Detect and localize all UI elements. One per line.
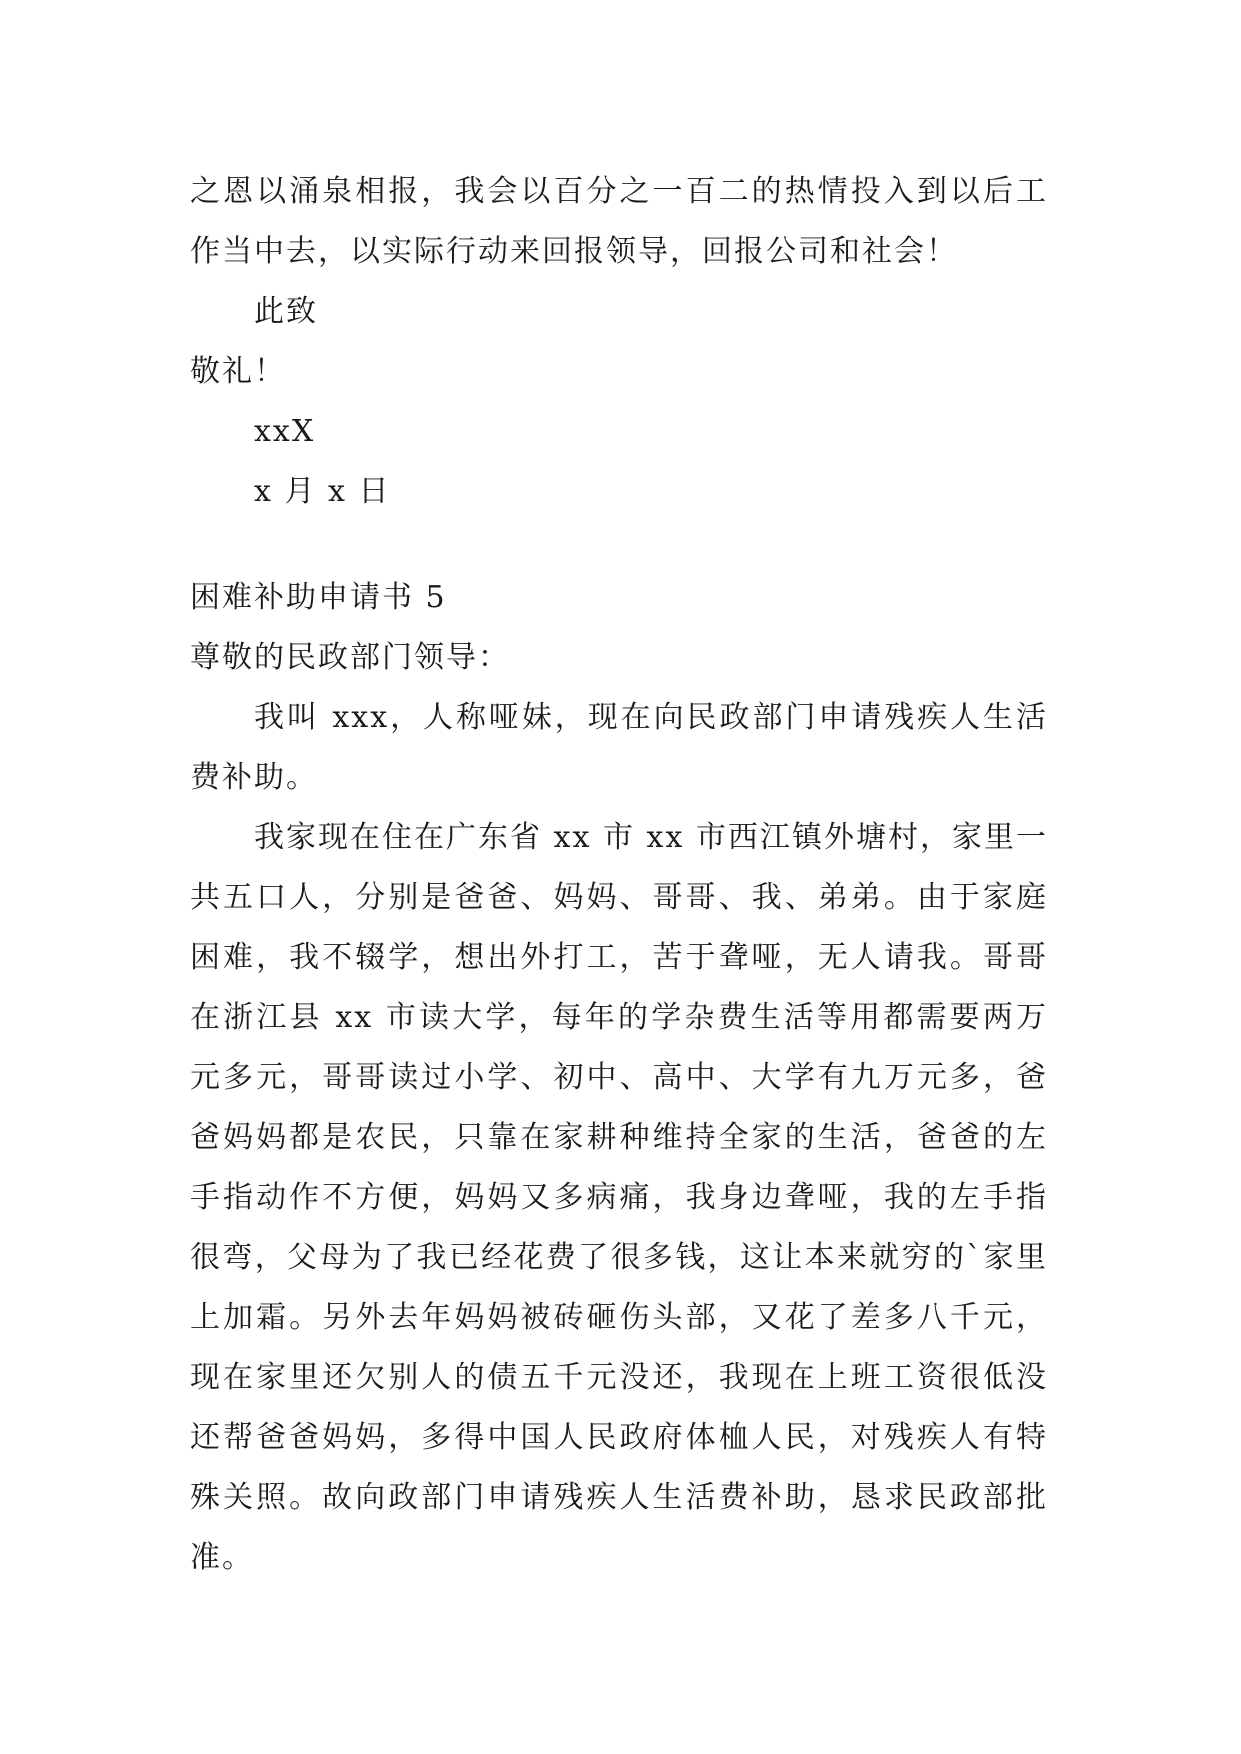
letter-addressee: 尊敬的民政部门领导：: [190, 640, 510, 675]
letter-title: 困难补助申请书 5: [190, 580, 447, 615]
letter-paragraph-1: 我叫 xxx，人称哑妹，现在向民政部门申请残疾人生活费补助。: [190, 700, 1048, 795]
closing-paragraph: 之恩以涌泉相报，我会以百分之一百二的热情投入到以后工作当中去，以实际行动来回报领导，回报公司和社会！: [190, 174, 1048, 269]
salutation-line-1: 此致: [254, 294, 318, 329]
salutation-line-2: 敬礼！: [190, 354, 286, 389]
document-body: [190, 162, 1048, 1588]
signature-date: x 月 x 日: [254, 474, 391, 509]
signature-name: xxX: [254, 414, 316, 449]
letter-paragraph-2: 我家现在住在广东省 xx 市 xx 市西江镇外塘村，家里一共五口人，分别是爸爸、妈妈、哥哥、我、弟弟。由于家庭困难，我不辍学，想出外打工，苦于聋哑，无人请我。哥哥在浙江县 xx 市读大学，每年的学杂费生活等用都需要两万元多元，哥哥读过小学、初中、高中、大学有九万元多，爸爸妈妈都是农民，只靠在家耕种维持全家的生活，爸爸的左手指动作不方便，妈妈又多病痛，我身边聋哑，我的左手指很弯，父母为了我已经花费了很多钱，这让本来就穷的`家里上加霜。另外去年妈妈被砖砸伤头部，又花了差多八千元，现在家里还欠别人的债五千元没还，我现在上班工资很低没还帮爸爸妈妈，多得中国人民政府体桖人民，对残疾人有特殊关照。故向政部门申请残疾人生活费补助，恳求民政部批准。: [190, 820, 1048, 1575]
